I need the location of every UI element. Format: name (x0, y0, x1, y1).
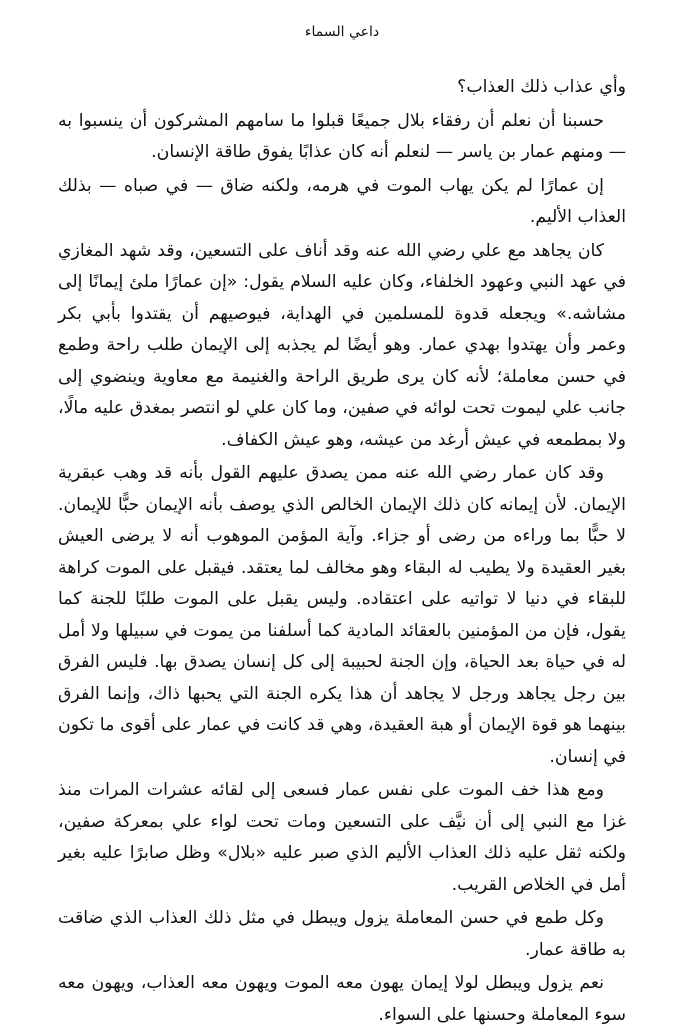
paragraph-8: نعم يزول ويبطل لولا إيمان يهون معه الموت ويهون معه العذاب، ويهون معه سوء المعاملة وحسنها على السواء. (58, 973, 626, 1025)
running-header: داعي السماء (304, 24, 380, 40)
paragraph-5: وقد كان عمار رضي الله عنه ممن يصدق عليهم القول بأنه قد وهب عبقرية الإيمان. لأن إيمانه كان ذلك الإيمان الخالص الذي يوصف بأنه الإيمان حبًّا للإيمان. لا حبًّا بما وراءه من رضى أو جزاء. وآية المؤمن الموهوب أنه لا يرضى العيش بغير العقيدة ولا يطيب له البقاء وهو مخالف لما يعتقد. فيقبل على الموت كراهة للبقاء في دنيا لا تواتيه على اعتقاده. وليس يقبل على الموت طلبًا للجنة كما يقول، فإن من المؤمنين بالعقائد المادية كما أسلفنا من يموت في سبيلها ولا أمل له في حياة بعد الحياة، وإن الجنة لحبيبة إلى كل إنسان يصدق بها. فليس الفرق بين رجل يجاهد ورجل لا يجاهد أن هذا يكره الجنة التي يحبها ذاك، وإنما الفرق بينهما هو قوة الإيمان أو هبة العقيدة، وهي قد كانت في عمار على أقوى ما تكون في إنسان. (58, 463, 626, 767)
paragraph-3: إن عمارًا لم يكن يهاب الموت في هرمه، ولكنه ضاق — في صباه — بذلك العذاب الأليم. (58, 175, 626, 227)
paragraph-7: وكل طمع في حسن المعاملة يزول ويبطل في مثل ذلك العذاب الذي ضاقت به طاقة عمار. (58, 908, 626, 960)
paragraph-2: حسبنا أن نعلم أن رفقاء بلال جميعًا قبلوا ما سامهم المشركون أن ينسبوا به — ومنهم عمار بن ياسر — لنعلم أنه كان عذابًا يفوق طاقة الإنسان. (58, 110, 626, 162)
paragraph-4: كان يجاهد مع علي رضي الله عنه وقد أناف على التسعين، وقد شهد المغازي في عهد النبي وعهود الخلفاء، وكان عليه السلام يقول: «إن عمارًا ملئ إيمانًا إلى مشاشه.» ويجعله قدوة للمسلمين في الهداية، فيوصيهم أن يقتدوا بأبي بكر وعمر وأن يهتدوا بهدي عمار. وهو أيضًا لم يجذبه إلى الإيمان طلب راحة وطمع في حسن معاملة؛ لأنه كان يرى طريق الراحة والغنيمة مع معاوية وينضوي إلى جانب علي ليموت تحت لوائه في صفين، وما كان علي لو انتصر بمغدق عليه مالًا، ولا بمطمعه في عيش أرغد من عيشه، وهو عيش الكفاف. (58, 240, 626, 450)
paragraph-6: ومع هذا خف الموت على نفس عمار فسعى إلى لقائه عشرات المرات منذ غزا مع النبي إلى أن نيَّف على التسعين ومات تحت لواء علي بمعركة صفين، ولكنه ثقل عليه ذلك العذاب الأليم الذي صبر عليه «بلال» وظل صابرًا عليه بغير أمل في الخلاص القريب. (58, 780, 626, 895)
paragraph-1: وأي عذاب ذلك العذاب؟ (457, 77, 626, 97)
body-text (58, 72, 626, 1031)
